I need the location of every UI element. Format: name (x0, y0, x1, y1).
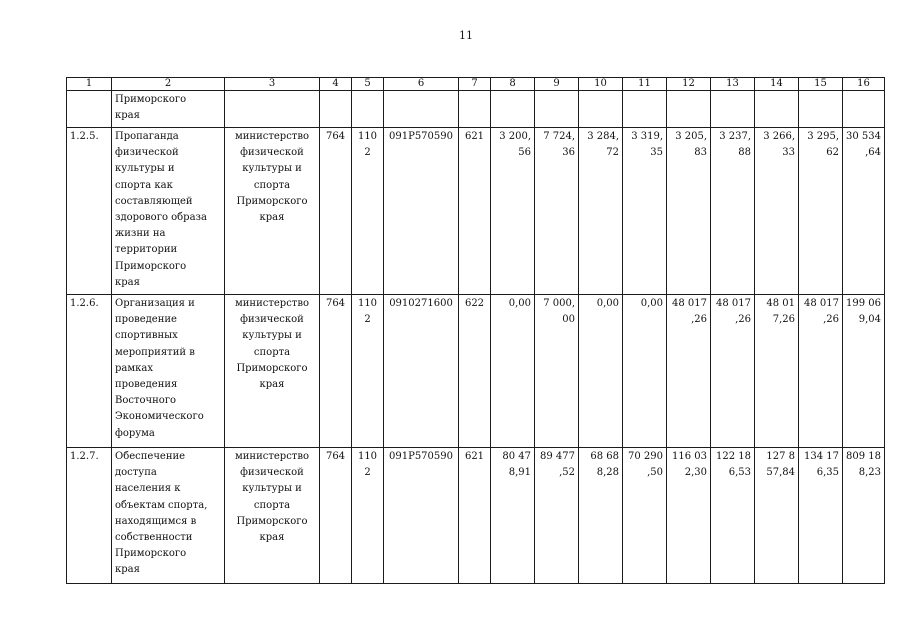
year-2020-value: 48 01 7,26 (755, 295, 799, 448)
target-article-code (384, 91, 459, 128)
row-1-2-6 (67, 295, 885, 448)
year-2020-value (755, 91, 799, 128)
page-number: 11 (459, 29, 473, 42)
year-2017-value: 70 290 ,50 (623, 448, 667, 584)
row-1-2-7 (67, 448, 885, 584)
target-article-code: 091P570590 (384, 448, 459, 584)
year-2018-value: 48 017 ,26 (667, 295, 711, 448)
header-cell: 15 (799, 78, 843, 91)
year-2017-value: 3 319, 35 (623, 128, 667, 295)
expense-type-code: 622 (459, 295, 491, 448)
header-cell: 11 (623, 78, 667, 91)
measure-name: Пропаганда физической культуры и спорта как составляющей здорового образа жизни на территории Приморского края (112, 128, 225, 295)
year-2021-value: 3 295, 62 (799, 128, 843, 295)
header-cell: 6 (384, 78, 459, 91)
responsible-executor: министерство физической культуры и спорта Приморского края (225, 448, 320, 584)
header-cell: 3 (225, 78, 320, 91)
year-2019-value: 122 18 6,53 (711, 448, 755, 584)
total-value: 30 534 ,64 (843, 128, 885, 295)
section-code (352, 91, 384, 128)
year-2015-value: 7 724, 36 (535, 128, 579, 295)
year-2017-value (623, 91, 667, 128)
item-number: 1.2.7. (67, 448, 112, 584)
grbs-code: 764 (320, 295, 352, 448)
expense-type-code (459, 91, 491, 128)
item-number: 1.2.6. (67, 295, 112, 448)
year-2020-value: 3 266, 33 (755, 128, 799, 295)
year-2015-value: 89 477 ,52 (535, 448, 579, 584)
year-2018-value: 116 03 2,30 (667, 448, 711, 584)
measure-name: Обеспечение доступа населения к объектам спорта, находящимся в собственности Приморского края (112, 448, 225, 584)
target-article-code: 0910271600 (384, 295, 459, 448)
header-cell: 1 (67, 78, 112, 91)
year-2015-value (535, 91, 579, 128)
header-cell: 13 (711, 78, 755, 91)
expense-type-code: 621 (459, 128, 491, 295)
item-number: 1.2.5. (67, 128, 112, 295)
header-cell: 4 (320, 78, 352, 91)
header-cell: 2 (112, 78, 225, 91)
year-2019-value: 3 237, 88 (711, 128, 755, 295)
continuation-row (67, 91, 885, 128)
total-value (843, 91, 885, 128)
grbs-code: 764 (320, 128, 352, 295)
row-1-2-5 (67, 128, 885, 295)
responsible-executor: министерство физической культуры и спорта Приморского края (225, 295, 320, 448)
responsible-executor (225, 91, 320, 128)
budget-table (66, 77, 885, 584)
section-code: 110 2 (352, 295, 384, 448)
total-value: 809 18 8,23 (843, 448, 885, 584)
year-2014-value: 0,00 (491, 295, 535, 448)
header-cell: 7 (459, 78, 491, 91)
year-2016-value: 3 284, 72 (579, 128, 623, 295)
year-2021-value: 48 017 ,26 (799, 295, 843, 448)
year-2020-value: 127 8 57,84 (755, 448, 799, 584)
section-code: 110 2 (352, 448, 384, 584)
total-value: 199 06 9,04 (843, 295, 885, 448)
grbs-code (320, 91, 352, 128)
header-cell: 10 (579, 78, 623, 91)
header-cell: 16 (843, 78, 885, 91)
year-2017-value: 0,00 (623, 295, 667, 448)
year-2019-value: 48 017 ,26 (711, 295, 755, 448)
measure-name: Приморского края (112, 91, 225, 128)
year-2021-value: 134 17 6,35 (799, 448, 843, 584)
responsible-executor: министерство физической культуры и спорта Приморского края (225, 128, 320, 295)
year-2019-value (711, 91, 755, 128)
section-code: 110 2 (352, 128, 384, 295)
year-2016-value: 0,00 (579, 295, 623, 448)
year-2016-value: 68 68 8,28 (579, 448, 623, 584)
target-article-code: 091P570590 (384, 128, 459, 295)
year-2014-value: 3 200, 56 (491, 128, 535, 295)
year-2016-value (579, 91, 623, 128)
header-cell: 8 (491, 78, 535, 91)
item-number (67, 91, 112, 128)
grbs-code: 764 (320, 448, 352, 584)
header-row (67, 78, 885, 91)
year-2014-value: 80 47 8,91 (491, 448, 535, 584)
header-cell: 9 (535, 78, 579, 91)
expense-type-code: 621 (459, 448, 491, 584)
header-cell: 5 (352, 78, 384, 91)
year-2014-value (491, 91, 535, 128)
year-2015-value: 7 000, 00 (535, 295, 579, 448)
year-2018-value (667, 91, 711, 128)
year-2021-value (799, 91, 843, 128)
measure-name: Организация и проведение спортивных мероприятий в рамках проведения Восточного Экономического форума (112, 295, 225, 448)
year-2018-value: 3 205, 83 (667, 128, 711, 295)
header-cell: 12 (667, 78, 711, 91)
header-cell: 14 (755, 78, 799, 91)
